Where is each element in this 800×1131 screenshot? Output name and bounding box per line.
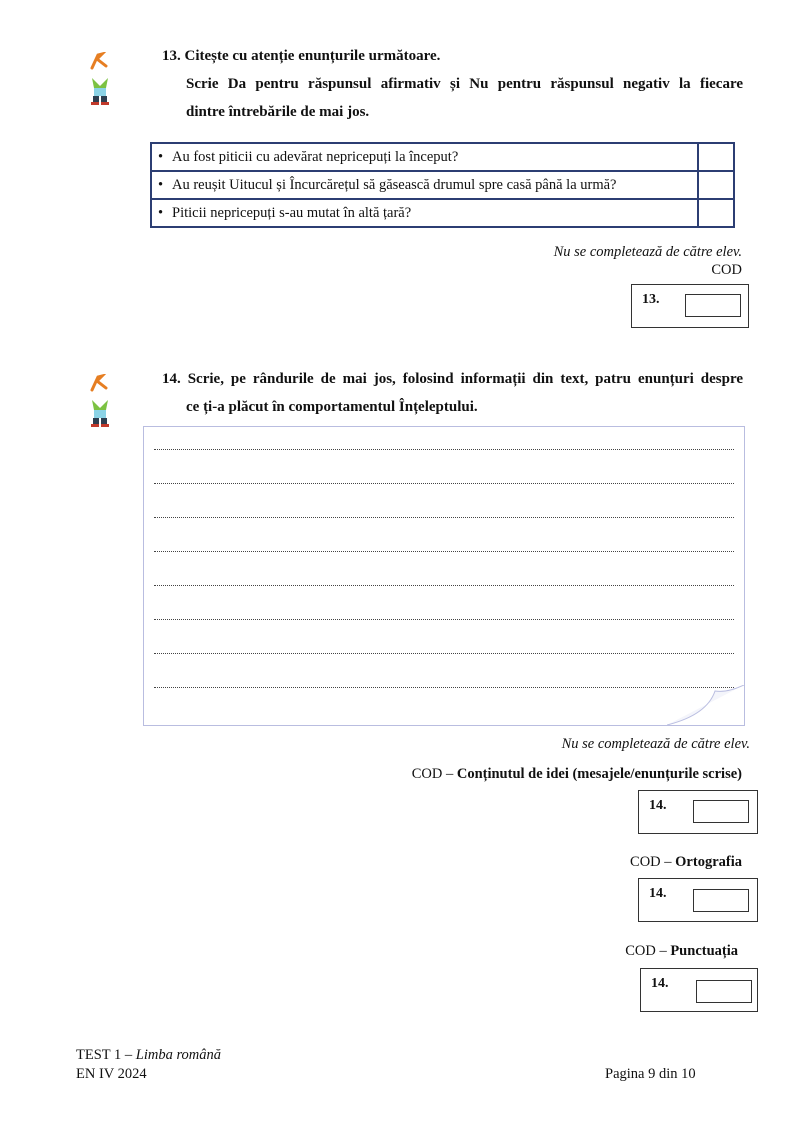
table-row bbox=[151, 171, 734, 199]
q14-content-code-box bbox=[638, 790, 758, 834]
q14-title-line2: ce ți-a plăcut în comportamentul Înțeleptului. bbox=[186, 399, 478, 415]
q13-code-box bbox=[631, 284, 749, 328]
q14-cod-punctuation-label: COD – Punctuația bbox=[625, 943, 738, 959]
q14-orthography-code-box bbox=[638, 878, 758, 922]
gnome-icon bbox=[88, 398, 112, 428]
page-curl-icon bbox=[667, 685, 744, 725]
writing-line[interactable] bbox=[154, 585, 734, 586]
question-cell bbox=[151, 199, 698, 227]
writing-line[interactable] bbox=[154, 551, 734, 552]
footer-page-number: Pagina 9 din 10 bbox=[605, 1066, 696, 1082]
answer-cell[interactable] bbox=[698, 199, 734, 227]
table-row bbox=[151, 143, 734, 171]
q14-title: 14. Scrie, pe rândurile de mai jos, folosind informații din text, patru enunțuri despre bbox=[162, 371, 743, 387]
bullet: • bbox=[158, 148, 164, 165]
writing-line[interactable] bbox=[154, 653, 734, 654]
pencil-icon bbox=[88, 52, 112, 70]
writing-line[interactable] bbox=[154, 483, 734, 484]
pencil-icon bbox=[88, 374, 112, 392]
q14-cod-orthography-label: COD – Ortografia bbox=[630, 854, 742, 870]
footer-test-label: TEST 1 – Limba română bbox=[76, 1047, 222, 1063]
q13-cod-label: COD bbox=[711, 262, 742, 278]
bullet: • bbox=[158, 176, 164, 193]
q13-grader-note: Nu se completează de către elev. bbox=[553, 244, 742, 260]
writing-line[interactable] bbox=[154, 687, 734, 688]
q14-writing-area[interactable] bbox=[143, 426, 745, 726]
q14-punctuation-code-number: 14. bbox=[651, 976, 669, 991]
q13-answer-table bbox=[150, 142, 735, 228]
writing-line[interactable] bbox=[154, 517, 734, 518]
q14-cod-content-label: COD – Conținutul de idei (mesajele/enunțurile scrise) bbox=[411, 766, 742, 782]
answer-cell[interactable] bbox=[698, 143, 734, 171]
q13-code-input[interactable] bbox=[685, 294, 741, 317]
q14-punctuation-code-box bbox=[640, 968, 758, 1012]
bullet: • bbox=[158, 204, 164, 221]
question-text: Au fost piticii cu adevărat nepricepuți la început? bbox=[172, 148, 459, 165]
q13-instruction-line1: Scrie Da pentru răspunsul afirmativ și Nu pentru răspunsul negativ la fiecare bbox=[186, 76, 743, 92]
q14-orthography-code-input[interactable] bbox=[693, 889, 749, 912]
gnome-icon bbox=[88, 76, 112, 106]
writing-line[interactable] bbox=[154, 619, 734, 620]
question-cell bbox=[151, 143, 698, 171]
table-row bbox=[151, 199, 734, 227]
q13-instruction-line2: dintre întrebările de mai jos. bbox=[186, 104, 370, 120]
question-text: Au reușit Uitucul și Încurcărețul să găsească drumul spre casă până la urmă? bbox=[172, 176, 617, 193]
q14-punctuation-code-input[interactable] bbox=[696, 980, 752, 1003]
q14-content-code-number: 14. bbox=[649, 798, 667, 813]
question-text: Piticii nepricepuți s-au mutat în altă țară? bbox=[172, 204, 412, 221]
q13-title: 13. Citește cu atenție enunțurile următoare. bbox=[162, 48, 441, 64]
q14-orthography-code-number: 14. bbox=[649, 886, 667, 901]
q14-content-code-input[interactable] bbox=[693, 800, 749, 823]
footer-exam-label: EN IV 2024 bbox=[76, 1066, 147, 1082]
q14-grader-note: Nu se completează de către elev. bbox=[561, 736, 750, 752]
question-cell bbox=[151, 171, 698, 199]
answer-cell[interactable] bbox=[698, 171, 734, 199]
writing-line[interactable] bbox=[154, 449, 734, 450]
q13-code-number: 13. bbox=[642, 292, 660, 307]
